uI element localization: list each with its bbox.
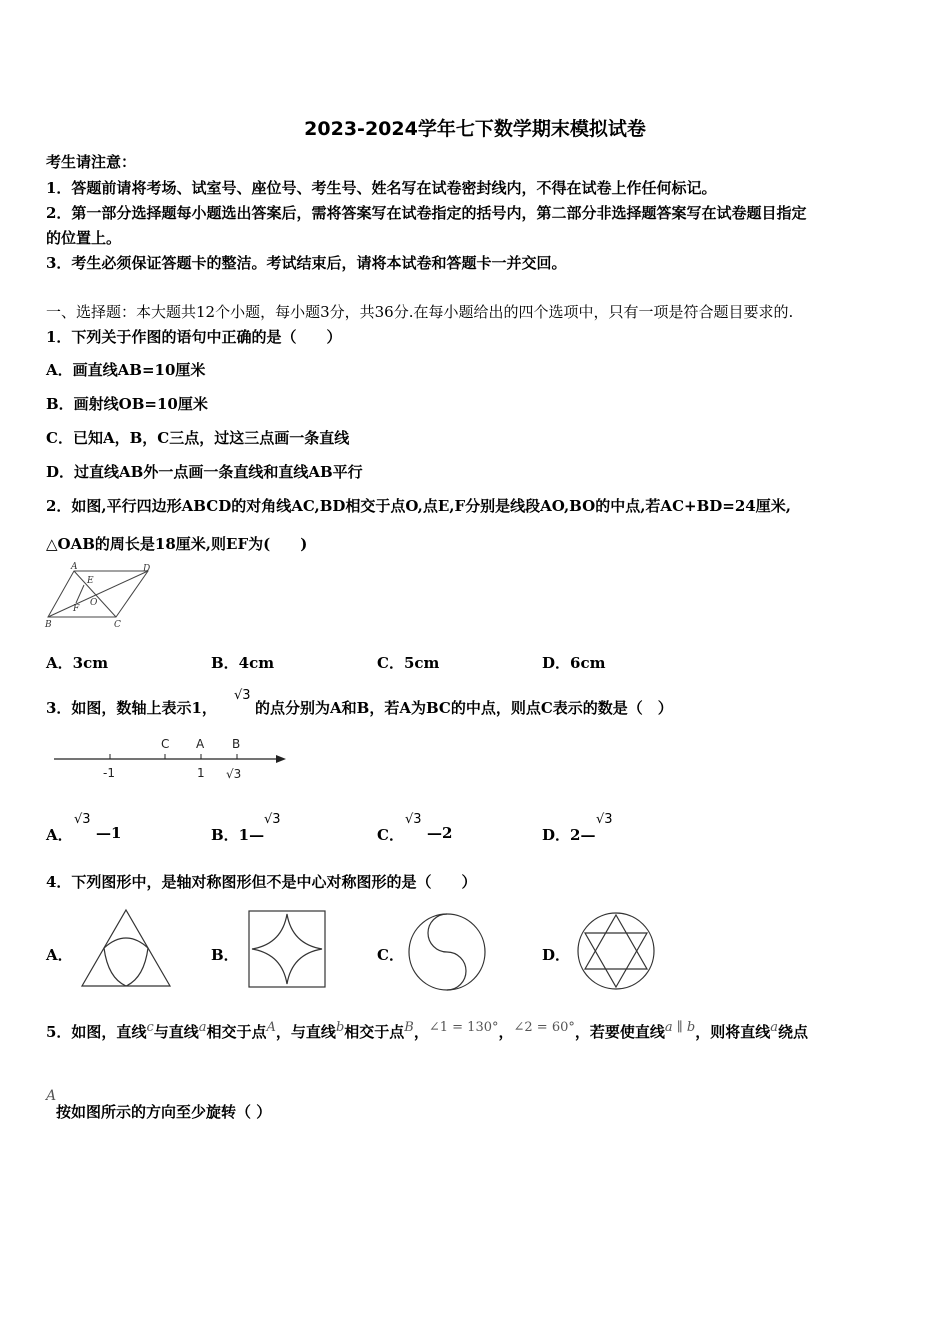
q4-option-c: C．: [377, 946, 404, 964]
fig-label-c: C: [114, 620, 121, 630]
fig-label-a: A: [71, 562, 78, 572]
fig-label-b: B: [45, 620, 52, 630]
q5-text-4: ，与直线: [275, 1023, 336, 1041]
q2-option-b: B．4cm: [211, 654, 275, 672]
q1-option-b: B．画射线OB=10厘米: [46, 395, 208, 413]
q4-figure-d: [576, 911, 656, 991]
q3-stem-b: 的点分别为A和B，若A为BC的中点，则点C表示的数是（ ）: [255, 699, 673, 717]
q3-option-c-tail: —2: [427, 824, 453, 842]
q4-figure-a: [80, 908, 172, 988]
q2-option-c: C．5cm: [377, 654, 440, 672]
q4-figure-c: [407, 912, 487, 992]
q5-var-a: a: [198, 1020, 207, 1035]
axis-tick-1: 1: [197, 766, 205, 780]
q5-point-b: B: [404, 1020, 414, 1035]
notice-item-1: 1．答题前请将考场、试室号、座位号、考生号、姓名写在试卷密封线内，不得在试卷上作任何标记。: [46, 179, 717, 197]
q1-option-c: C．已知A，B，C三点，过这三点画一条直线: [46, 429, 350, 447]
axis-label-a: A: [196, 737, 205, 751]
q3-option-c-sqrt3: √3: [405, 812, 422, 827]
q1-stem: 1．下列关于作图的语句中正确的是（ ）: [46, 328, 342, 346]
q4-stem: 4．下列图形中，是轴对称图形但不是中心对称图形的是（ ）: [46, 873, 477, 891]
q4-figure-b: [248, 910, 326, 988]
fig-label-d: D: [143, 564, 151, 574]
q3-stem-a: 3．如图，数轴上表示1，: [46, 699, 217, 717]
q4-option-b: B．: [211, 946, 239, 964]
q1-option-a: A．画直线AB=10厘米: [46, 361, 206, 379]
q5-text-7: ，则将直线: [695, 1023, 771, 1041]
q5-stem-line-2: 按如图所示的方向至少旋转（ ）: [56, 1103, 272, 1121]
q5-text-3: 相交于点: [206, 1023, 267, 1041]
q3-option-c-label: C．: [377, 826, 404, 844]
q5-text-2: 与直线: [153, 1023, 199, 1041]
q2-option-a: A．3cm: [46, 654, 109, 672]
q3-sqrt3: √3: [234, 688, 251, 703]
axis-label-c: C: [161, 737, 170, 751]
axis-label-b: B: [232, 737, 241, 751]
q5-text-8: 绕点: [778, 1023, 809, 1041]
q3-number-line: [54, 734, 290, 784]
q5-point-a-line2: A: [46, 1088, 57, 1104]
notice-item-3: 3．考生必须保证答题卡的整洁。考试结束后，请将本试卷和答题卡一并交回。: [46, 254, 567, 272]
q1-option-d: D．过直线AB外一点画一条直线和直线AB平行: [46, 463, 363, 481]
q5-parallel: a ∥ b: [664, 1020, 696, 1035]
q3-option-d-label: D．2—: [542, 826, 596, 844]
q5-text-1: 5．如图，直线: [46, 1023, 147, 1041]
q3-option-a-label: A．: [46, 826, 73, 844]
notice-item-2: 2．第一部分选择题每小题选出答案后，需将答案写在试卷指定的括号内，第二部分非选择题答案写在试卷题目指定: [46, 204, 807, 222]
axis-tick-sqrt3: √3: [226, 767, 242, 781]
q3-option-a-sqrt3: √3: [74, 812, 91, 827]
q5-stem-line-1: [46, 1021, 808, 1042]
q2-option-d: D．6cm: [542, 654, 606, 672]
q5-sep-2: ，: [498, 1023, 514, 1041]
q5-sep-1: ，: [413, 1023, 429, 1041]
axis-tick-neg1: -1: [103, 766, 115, 780]
notice-heading: 考生请注意：: [46, 153, 137, 171]
q5-text-5: 相交于点: [344, 1023, 405, 1041]
fig-label-f: F: [73, 604, 80, 614]
q2-stem-1: 2．如图,平行四边形ABCD的对角线AC,BD相交于点O,点E,F分别是线段AO,BO的中点,若AC+BD=24厘米,: [46, 497, 791, 515]
section-heading: 一、选择题：本大题共12个小题，每小题3分，共36分.在每小题给出的四个选项中，只有一项是符合题目要求的.: [46, 303, 794, 321]
q5-point-a: A: [266, 1020, 276, 1035]
fig-label-o: O: [90, 598, 98, 608]
q4-option-d: D．: [542, 946, 571, 964]
page-title: 2023-2024学年七下数学期末模拟试卷: [304, 118, 646, 140]
q3-option-b-label: B．1—: [211, 826, 265, 844]
q5-angle-2: ∠2 = 60°: [513, 1020, 575, 1035]
q5-var-a-2: a: [770, 1020, 779, 1035]
q4-option-a: A．: [46, 946, 73, 964]
q5-var-c: c: [146, 1020, 154, 1035]
notice-item-2-cont: 的位置上。: [46, 229, 122, 247]
q3-option-d-sqrt3: √3: [596, 812, 613, 827]
q2-parallelogram-figure: [44, 563, 156, 629]
q5-text-6: ，若要使直线: [574, 1023, 665, 1041]
q3-option-a-tail: —1: [96, 824, 122, 842]
q5-var-b: b: [335, 1020, 345, 1035]
q2-stem-2: △OAB的周长是18厘米,则EF为( ): [46, 535, 308, 553]
q5-angle-1: ∠1 = 130°: [428, 1020, 499, 1035]
q3-option-b-sqrt3: √3: [264, 812, 281, 827]
fig-label-e: E: [87, 576, 94, 586]
